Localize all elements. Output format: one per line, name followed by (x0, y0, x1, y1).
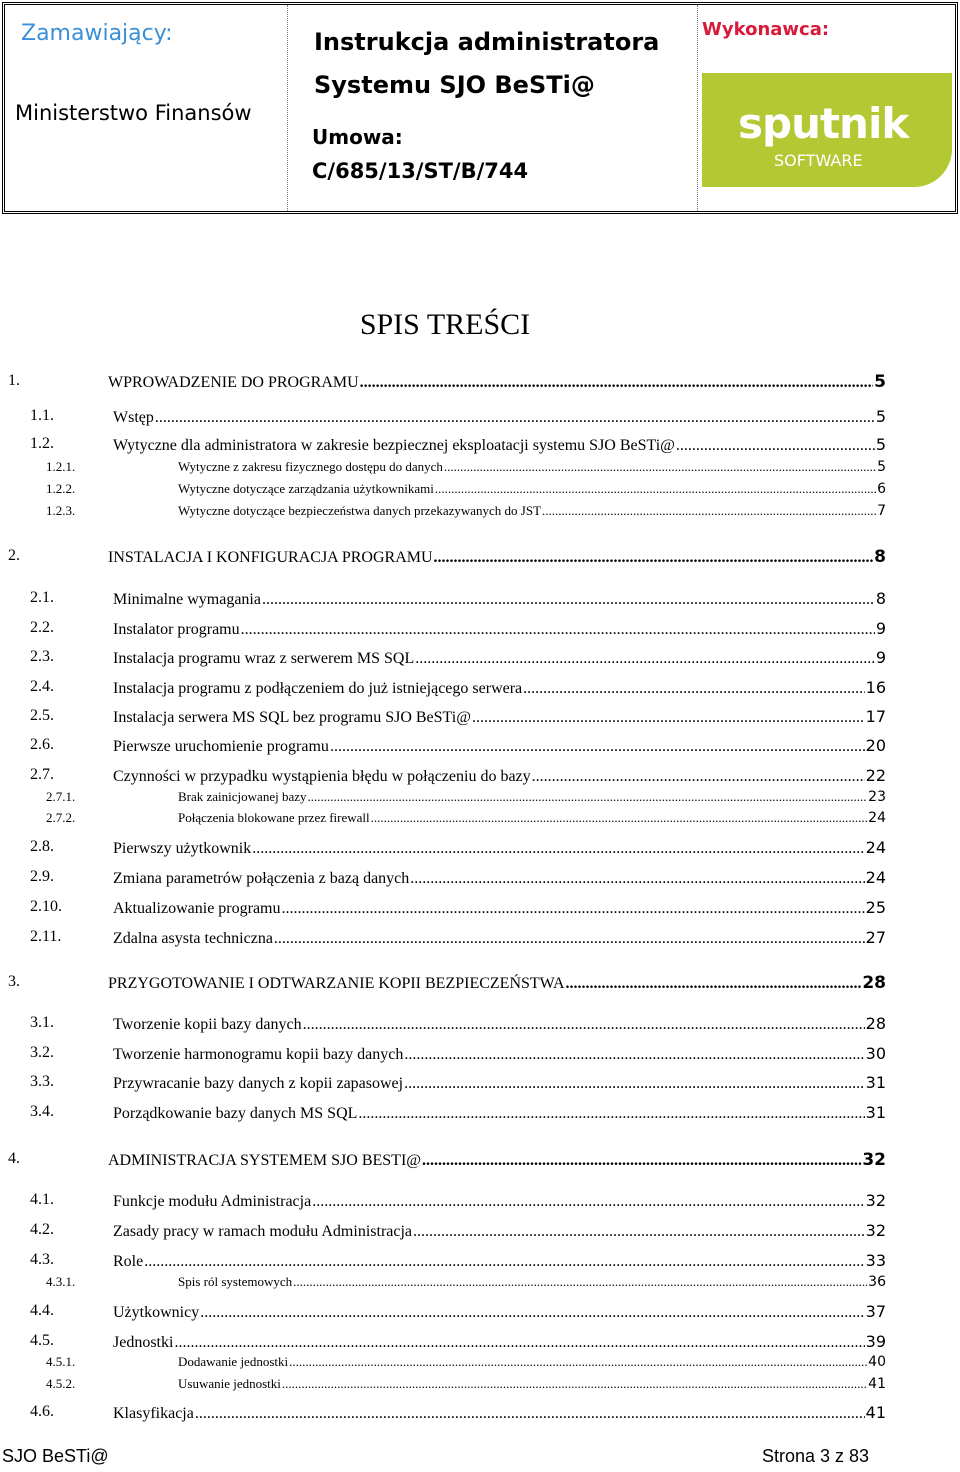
footer-app-name: SJO BeSTi@ (2, 1446, 109, 1466)
toc-entry-title: PRZYGOTOWANIE I ODTWARZANIE KOPII BEZPIECZEŃSTWA (108, 975, 565, 992)
toc-dot-leader (155, 409, 875, 427)
toc-entry-line (113, 435, 886, 455)
toc-dot-leader (358, 1105, 864, 1123)
toc-entry-number: 4.5.2. (46, 1376, 76, 1391)
toc-entry-number: 1.2.1. (46, 459, 76, 474)
toc-entry-page: 31 (865, 1103, 886, 1122)
toc-entry-title: Pierwsze uruchomienie programu (113, 738, 329, 755)
toc-entry-page: 20 (865, 736, 886, 755)
toc-dot-leader (413, 1223, 865, 1241)
toc-entry-line (113, 589, 886, 609)
toc-entry-page: 24 (868, 810, 886, 826)
toc-entry-page: 41 (865, 1403, 886, 1422)
toc-entry-line (178, 1274, 886, 1290)
toc-entry-page: 30 (865, 1044, 886, 1063)
client-name: Ministerstwo Finansów (15, 101, 252, 125)
toc-entry-line (113, 619, 886, 639)
toc-entry-number: 3.1. (30, 1014, 54, 1031)
toc-entry-number: 3. (8, 973, 20, 990)
toc-entry-title: Tworzenie kopii bazy danych (113, 1016, 302, 1033)
toc-entry-page: 17 (865, 707, 886, 726)
toc-entry-title: Zdalna asysta techniczna (113, 930, 273, 947)
footer-page-number: Strona 3 z 83 (762, 1446, 870, 1466)
toc-entry-number: 1.1. (30, 407, 54, 424)
toc-dot-leader (523, 680, 864, 698)
toc-entry-title: Przywracanie bazy danych z kopii zapasowej (113, 1075, 404, 1092)
toc-entry-number: 2.7.1. (46, 789, 76, 804)
toc-dot-leader (404, 1046, 864, 1064)
toc-entry-line (178, 1354, 886, 1370)
toc-entry-number: 4.6. (30, 1403, 54, 1420)
toc-entry-title: Instalacja programu wraz z serwerem MS SQL (113, 650, 415, 667)
toc-entry-title: Pierwszy użytkownik (113, 840, 252, 857)
toc-entry-line (113, 736, 886, 756)
toc-entry-line (113, 707, 886, 727)
toc-entry-line (108, 1150, 886, 1170)
toc-entry-line (108, 973, 886, 993)
toc-entry-page: 16 (865, 678, 886, 697)
toc-entry-title: Brak zainicjowanej bazy (178, 789, 307, 804)
toc-entry-title: Wytyczne dla administratora w zakresie bezpiecznej eksploatacji systemu SJO BeSTi@ (113, 437, 675, 454)
toc-entry-number: 4.3.1. (46, 1274, 76, 1289)
toc-entry-title: Dodawanie jednostki (178, 1354, 289, 1369)
toc-entry-title: Zasady pracy w ramach modułu Administracja (113, 1223, 413, 1240)
toc-entry-number: 3.3. (30, 1073, 54, 1090)
toc-entry-title: Użytkownicy (113, 1304, 200, 1321)
toc-dot-leader (274, 930, 865, 948)
document-title (314, 21, 694, 107)
toc-entry-line (113, 407, 886, 427)
toc-entry-page: 32 (865, 1191, 886, 1210)
toc-entry-title: Wstęp (113, 409, 154, 426)
toc-entry-line (178, 503, 886, 519)
toc-entry-title: Zmiana parametrów połączenia z bazą danych (113, 870, 410, 887)
toc-entry-page: 28 (862, 973, 886, 993)
toc-entry-page: 6 (877, 481, 886, 497)
toc-entry-page: 31 (865, 1073, 886, 1092)
toc-entry-number: 3.2. (30, 1044, 54, 1061)
toc-entry-title: INSTALACJA I KONFIGURACJA PROGRAMU (108, 549, 433, 566)
toc-dot-leader (312, 1193, 864, 1211)
toc-entry-line (113, 1014, 886, 1034)
toc-entry-title: Minimalne wymagania (113, 591, 261, 608)
document-title-line1: Instrukcja administratora (314, 28, 660, 56)
toc-entry-line (113, 928, 886, 948)
toc-entry-page: 8 (875, 589, 886, 608)
toc-entry-page: 24 (865, 868, 886, 887)
contract-label: Umowa: (312, 125, 403, 149)
toc-entry-number: 2.11. (30, 928, 62, 945)
toc-entry-line (113, 1044, 886, 1064)
toc-entry-number: 2.8. (30, 838, 54, 855)
toc-entry-page: 39 (865, 1332, 886, 1351)
toc-entry-number: 2.6. (30, 736, 54, 753)
toc-entry-number: 2.4. (30, 678, 54, 695)
logo-subtitle: SOFTWARE (774, 151, 863, 170)
toc-entry-number: 4.5. (30, 1332, 54, 1349)
toc-entry-line (113, 648, 886, 668)
toc-entry-page: 5 (875, 407, 886, 426)
toc-entry-number: 2.1. (30, 589, 54, 606)
toc-entry-page: 5 (877, 459, 886, 475)
toc-dot-leader (360, 374, 873, 392)
toc-entry-number: 1.2. (30, 435, 54, 452)
toc-entry-number: 2.2. (30, 619, 54, 636)
toc-entry-line (113, 1302, 886, 1322)
toc-dot-leader (415, 650, 875, 668)
toc-entry-number: 2.10. (30, 898, 62, 915)
toc-entry-number: 2.7. (30, 766, 54, 783)
toc-entry-number: 2.3. (30, 648, 54, 665)
client-label: Zamawiający: (21, 21, 173, 46)
toc-dot-leader (542, 503, 876, 519)
toc-dot-leader (195, 1405, 865, 1423)
toc-entry-page: 28 (865, 1014, 886, 1033)
toc-dot-leader (330, 738, 865, 756)
toc-entry-number: 4.2. (30, 1221, 54, 1238)
toc-entry-line (178, 789, 886, 805)
toc-entry-number: 4.4. (30, 1302, 54, 1319)
toc-entry-number: 4. (8, 1150, 20, 1167)
toc-entry-page: 36 (868, 1274, 886, 1290)
toc-entry-page: 41 (868, 1376, 886, 1392)
header-contractor-cell (697, 5, 955, 211)
toc-dot-leader (303, 1016, 865, 1034)
toc-entry-page: 37 (865, 1302, 886, 1321)
toc-entry-page: 7 (877, 503, 886, 519)
toc-dot-leader (241, 621, 875, 639)
toc-dot-leader (282, 1376, 867, 1392)
toc-dot-leader (308, 789, 868, 805)
toc-entry-line (113, 1221, 886, 1241)
toc-dot-leader (262, 591, 875, 609)
toc-entry-title: Czynności w przypadku wystąpienia błędu w połączeniu do bazy (113, 768, 531, 785)
toc-entry-page: 40 (868, 1354, 886, 1370)
toc-entry-page: 9 (875, 619, 886, 638)
toc-entry-line (113, 1191, 886, 1211)
toc-entry-number: 1. (8, 372, 20, 389)
toc-entry-line (113, 1251, 886, 1271)
toc-entry-line (178, 459, 886, 475)
toc-entry-line (113, 898, 886, 918)
toc-entry-number: 2. (8, 547, 20, 564)
toc-entry-line (108, 547, 886, 567)
toc-entry-title: Połączenia blokowane przez firewall (178, 810, 370, 825)
toc-entry-title: Klasyfikacja (113, 1405, 194, 1422)
toc-entry-page: 27 (865, 928, 886, 947)
toc-entry-number: 2.9. (30, 868, 54, 885)
toc-dot-leader (144, 1253, 864, 1271)
toc-entry-title: Instalator programu (113, 621, 240, 638)
toc-dot-leader (566, 975, 862, 993)
toc-entry-title: Wytyczne z zakresu fizycznego dostępu do danych (178, 459, 443, 474)
toc-entry-title: Usuwanie jednostki (178, 1376, 281, 1391)
toc-entry-line (113, 1103, 886, 1123)
toc-entry-title: Instalacja serwera MS SQL bez programu SJO BeSTi@ (113, 709, 471, 726)
toc-dot-leader (200, 1304, 864, 1322)
toc-entry-title: Tworzenie harmonogramu kopii bazy danych (113, 1046, 404, 1063)
toc-entry-title: Spis ról systemowych (178, 1274, 293, 1289)
toc-entry-number: 2.7.2. (46, 810, 76, 825)
toc-entry-number: 3.4. (30, 1103, 54, 1120)
toc-entry-page: 5 (875, 435, 886, 454)
toc-entry-page: 25 (865, 898, 886, 917)
toc-entry-title: Jednostki (113, 1334, 174, 1351)
toc-entry-number: 1.2.2. (46, 481, 76, 496)
toc-entry-page: 5 (874, 372, 886, 392)
toc-dot-leader (444, 459, 876, 475)
toc-entry-title: ADMINISTRACJA SYSTEMEM SJO BESTI@ (108, 1152, 421, 1169)
toc-entry-title: Porządkowanie bazy danych MS SQL (113, 1105, 358, 1122)
toc-entry-line (113, 868, 886, 888)
toc-dot-leader (404, 1075, 865, 1093)
toc-entry-title: Role (113, 1253, 144, 1270)
toc-dot-leader (371, 810, 868, 826)
toc-entry-title: Wytyczne dotyczące bezpieczeństwa danych przekazywanych do JST (178, 503, 542, 518)
toc-entry-line (178, 481, 886, 497)
toc-entry-title: Funkcje modułu Administracja (113, 1193, 312, 1210)
document-title-line2: Systemu SJO BeSTi@ (314, 71, 595, 99)
logo-word: sputnik (738, 99, 909, 148)
toc-entry-line (178, 810, 886, 826)
toc-entry-page: 9 (875, 648, 886, 667)
toc-entry-page: 33 (865, 1251, 886, 1270)
toc-entry-page: 23 (868, 789, 886, 805)
toc-entry-page: 24 (865, 838, 886, 857)
toc-entry-number: 4.3. (30, 1251, 54, 1268)
toc-entry-page: 32 (862, 1150, 886, 1170)
toc-entry-line (113, 766, 886, 786)
document-header (2, 2, 958, 214)
toc-entry-line (178, 1376, 886, 1392)
toc-entry-title: WPROWADZENIE DO PROGRAMU (108, 374, 359, 391)
toc-entry-title: Aktualizowanie programu (113, 900, 281, 917)
toc-entry-page: 8 (874, 547, 886, 567)
toc-dot-leader (472, 709, 865, 727)
toc-dot-leader (174, 1334, 864, 1352)
toc-entry-title: Instalacja programu z podłączeniem do już istniejącego serwera (113, 680, 523, 697)
toc-dot-leader (676, 437, 875, 455)
toc-entry-page: 22 (865, 766, 886, 785)
toc-entry-line (113, 678, 886, 698)
toc-dot-leader (282, 900, 865, 918)
toc-entry-line (108, 372, 886, 392)
toc-dot-leader (422, 1152, 861, 1170)
toc-dot-leader (435, 481, 876, 497)
contract-number: C/685/13/ST/B/744 (312, 159, 529, 183)
header-client-cell (5, 5, 287, 211)
toc-dot-leader (410, 870, 864, 888)
toc-entry-number: 2.5. (30, 707, 54, 724)
toc-dot-leader (434, 549, 874, 567)
toc-entry-number: 4.1. (30, 1191, 54, 1208)
contractor-label: Wykonawca: (702, 19, 830, 40)
toc-dot-leader (252, 840, 864, 858)
toc-entry-line (113, 1332, 886, 1352)
toc-entry-page: 32 (865, 1221, 886, 1240)
toc-title: SPIS TREŚCI (359, 308, 531, 341)
toc-dot-leader (532, 768, 865, 786)
toc-entry-number: 1.2.3. (46, 503, 76, 518)
header-title-cell (287, 5, 697, 211)
toc-dot-leader (293, 1274, 867, 1290)
toc-entry-number: 4.5.1. (46, 1354, 76, 1369)
sputnik-logo (702, 73, 952, 187)
toc-entry-title: Wytyczne dotyczące zarządzania użytkownikami (178, 481, 434, 496)
toc-entry-line (113, 838, 886, 858)
toc-entry-line (113, 1403, 886, 1423)
toc-entry-line (113, 1073, 886, 1093)
toc-dot-leader (289, 1354, 867, 1370)
